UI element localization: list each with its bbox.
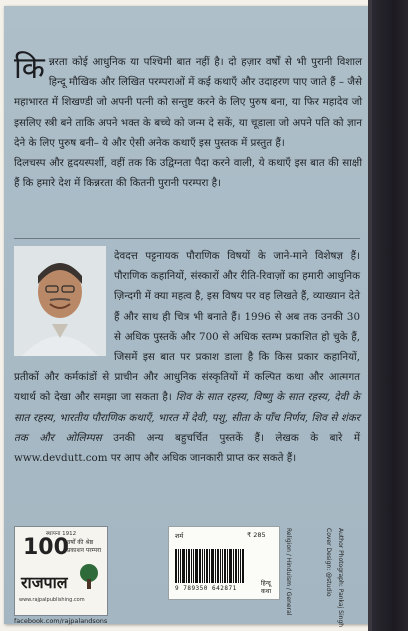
barcode-label: शर्म — [175, 532, 184, 540]
publisher-name: राजपाल — [21, 573, 68, 592]
barcode-side-label: हिन्दू कथा — [261, 580, 271, 595]
isbn-number: 9 789350 642871 — [175, 585, 237, 592]
badge-hundred-sub: वर्षों की श्रेष्ठ प्रकाशन परम्परा — [67, 539, 102, 554]
facebook-link: facebook.com/rajpalandsons — [14, 617, 108, 625]
price-text: ₹ 285 — [247, 531, 266, 539]
blurb-lead: न्नरता कोई आधुनिक या पश्चिमी बात नहीं है। दो हज़ार वर्षों से भी पुरानी विशाल हिन्दू मौखिक और लिखित परम्पराओं में कई कथाएँ और उदाहरण पाए जाते हैं – जैसे महाभारत में शिखण्डी जो अपनी पत्नी को सन्तुष्ट करने के लिए पुरुष बना, या फिर महादेव जो इसलिए स्त्री बने ताकि अपने भक्त के बच्चे को जन्म दे सकें, या चूडाला जो अपने पति को ज्ञान देने के लिए पुरुष बनी– ये और ऐसी अनेक कथाएँ इस पुस्तक में प्रस्तुत हैं। — [14, 56, 362, 149]
publisher-website: www.rajpalpublishing.com — [19, 597, 85, 603]
blurb-paragraph — [14, 52, 362, 193]
cover-design-credit: Cover Design: @studio — [325, 528, 332, 597]
barcode-bars — [175, 549, 255, 583]
author-bio — [14, 246, 360, 468]
dropcap: कि — [14, 51, 45, 86]
author-books-list: शिव के सात रहस्य, विष्णु के सात रहस्य, देवी के सात रहस्य, भारतीय पौराणिक कथाएँ, भारत में देवी, पशु, सीता के पाँच निर्णय, शिव से शंकर तक और ओलिम्पस — [14, 391, 360, 444]
bottom-strip — [14, 520, 360, 628]
category-vertical: Religion / Hinduism / General — [285, 528, 292, 616]
author-bio-tail: उनकी अन्य बहुचर्चित पुस्तकें हैं। लेखक के बारे में www.devdutt.com पर आप और अधिक जानकारी प्राप्त कर सकते हैं। — [14, 431, 360, 465]
section-divider — [14, 238, 360, 239]
barcode-panel — [168, 526, 280, 600]
tree-logo-icon — [77, 563, 101, 591]
badge-established: स्थापना 1912 — [45, 531, 77, 537]
photo-float-spacer — [14, 246, 112, 358]
book-spine — [372, 0, 408, 631]
author-bio-main: देवदत्त पट्टनायक पौराणिक विषयों के जाने-माने विशेषज्ञ हैं। पौराणिक कहानियों, संस्कारों और रीति-रिवाज़ों का हमारी आधुनिक ज़िन्दगी में क्या महत्व है, इस विषय पर वह लिखते हैं, व्याख्यान देते हैं और साथ ही चित्र भी बनाते हैं। 1996 से अब तक उनकी 30 से अधिक पुस्तकें और 700 से अधिक स्तम्भ प्रकाशित हो चुके हैं, जिसमें इस बात पर प्रकाश डाला है कि किस प्रकार कहानियों, प्रतीकों और कर्मकांडों से प्राचीन और आधुनिक संस्कृतियों में कल्पित कथा और आत्मगत यथार्थ को देखा और समझा जा सकता है। — [14, 250, 360, 404]
blurb-second: दिलचस्प और हृदयस्पर्शी, वहीं तक कि उद्विग्नता पैदा करने वाली, ये कथाएँ इस बात की साक्षी हैं कि हमारे देश में किन्नरता की कितनी पुरानी परम्परा है। — [14, 157, 362, 190]
publisher-badge — [14, 526, 108, 616]
badge-hundred: 100 — [23, 535, 69, 560]
author-photo-credit: Author Photograph: Pankaj Singh — [337, 528, 344, 628]
